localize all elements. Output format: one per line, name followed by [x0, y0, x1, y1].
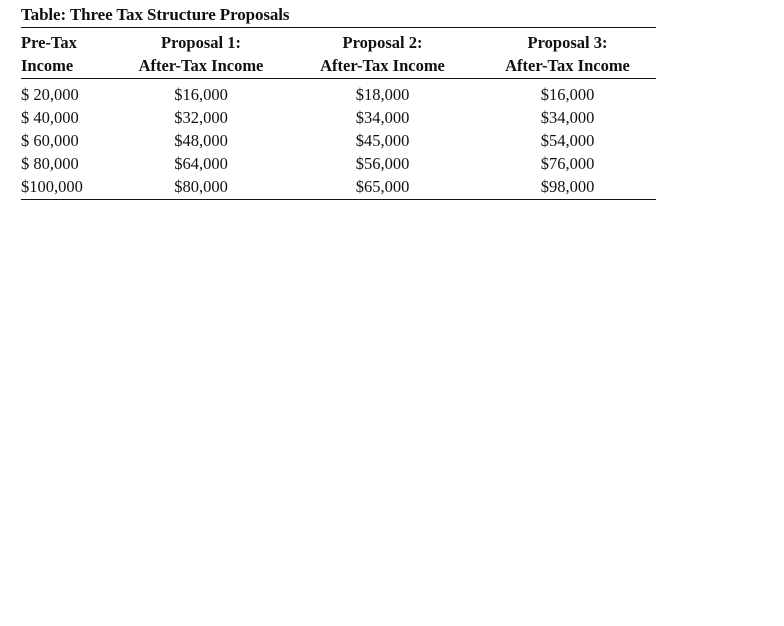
cell-proposal2: $56,000 — [355, 154, 410, 173]
cell-proposal1: $64,000 — [174, 154, 228, 173]
cell-pretax-income: $ 80,000 — [21, 154, 79, 173]
tax-proposals-table-container — [21, 5, 656, 200]
cell-proposal2: $18,000 — [355, 85, 410, 104]
table-row — [21, 152, 656, 175]
table-row — [21, 175, 656, 200]
cell-proposal2: $34,000 — [355, 108, 410, 127]
header-proposal3-line1: Proposal 3: — [527, 33, 608, 52]
cell-pretax-income: $ 40,000 — [21, 108, 79, 127]
header-row-2 — [21, 54, 656, 79]
cell-proposal3: $54,000 — [540, 131, 595, 150]
table-header — [21, 28, 656, 79]
cell-pretax-income: $ 20,000 — [21, 85, 79, 104]
cell-proposal1: $80,000 — [174, 177, 228, 196]
table-row — [21, 129, 656, 152]
cell-proposal2: $45,000 — [355, 131, 410, 150]
table-caption: Table: Three Tax Structure Proposals — [21, 5, 290, 24]
cell-proposal3: $98,000 — [540, 177, 595, 196]
header-proposal2-line1: Proposal 2: — [342, 33, 423, 52]
table-row — [21, 79, 656, 107]
header-pretax-line1: Pre-Tax — [21, 33, 77, 52]
cell-proposal3: $16,000 — [540, 85, 595, 104]
cell-pretax-income: $100,000 — [21, 177, 83, 196]
table-row — [21, 106, 656, 129]
tax-proposals-table — [21, 27, 656, 200]
cell-proposal1: $48,000 — [174, 131, 228, 150]
cell-proposal3: $34,000 — [540, 108, 595, 127]
header-proposal1-line1: Proposal 1: — [161, 33, 241, 52]
header-row-1 — [21, 28, 656, 55]
header-proposal3-line2: After-Tax Income — [479, 54, 656, 79]
cell-proposal3: $76,000 — [540, 154, 595, 173]
cell-proposal2: $65,000 — [355, 177, 410, 196]
cell-pretax-income: $ 60,000 — [21, 131, 79, 150]
cell-proposal1: $32,000 — [174, 108, 228, 127]
cell-proposal1: $16,000 — [174, 85, 228, 104]
header-pretax-line2: Income — [21, 54, 116, 79]
header-proposal2-line2: After-Tax Income — [286, 54, 479, 79]
table-body — [21, 79, 656, 200]
header-proposal1-line2: After-Tax Income — [116, 54, 286, 79]
